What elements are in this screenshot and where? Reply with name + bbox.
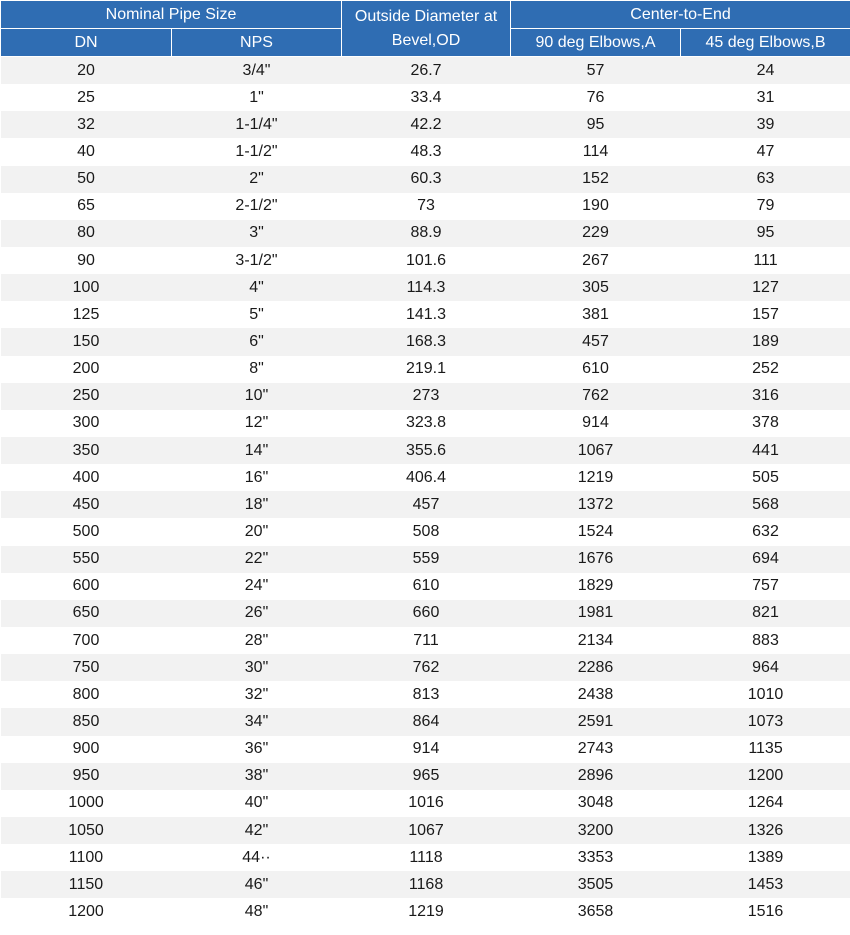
cell-od: 762 [342, 654, 511, 681]
table-row [1, 817, 850, 844]
cell-nps: 3" [172, 220, 342, 247]
cell-nps: 48" [172, 898, 342, 925]
cell-od: 1016 [342, 790, 511, 817]
cell-nps: 8" [172, 356, 342, 383]
cell-elbow-90: 1219 [511, 464, 681, 491]
cell-od: 141.3 [342, 301, 511, 328]
cell-od: 1168 [342, 871, 511, 898]
table-row [1, 383, 850, 410]
cell-dn: 50 [1, 166, 172, 193]
cell-nps: 38" [172, 763, 342, 790]
cell-elbow-90: 2743 [511, 736, 681, 763]
cell-elbow-45: 111 [681, 247, 850, 274]
cell-dn: 100 [1, 274, 172, 301]
cell-od: 508 [342, 518, 511, 545]
cell-od: 219.1 [342, 356, 511, 383]
cell-od: 114.3 [342, 274, 511, 301]
cell-nps: 42" [172, 817, 342, 844]
cell-elbow-90: 1524 [511, 518, 681, 545]
cell-od: 48.3 [342, 138, 511, 165]
cell-elbow-45: 441 [681, 437, 850, 464]
cell-od: 101.6 [342, 247, 511, 274]
cell-od: 1067 [342, 817, 511, 844]
cell-od: 33.4 [342, 84, 511, 111]
cell-od: 88.9 [342, 220, 511, 247]
header-dn: DN [1, 29, 172, 57]
cell-elbow-90: 1067 [511, 437, 681, 464]
cell-elbow-45: 821 [681, 600, 850, 627]
cell-nps: 24" [172, 573, 342, 600]
cell-od: 965 [342, 763, 511, 790]
table-row [1, 573, 850, 600]
cell-elbow-45: 1010 [681, 681, 850, 708]
cell-dn: 150 [1, 328, 172, 355]
cell-dn: 32 [1, 111, 172, 138]
cell-nps: 30" [172, 654, 342, 681]
cell-nps: 22" [172, 546, 342, 573]
cell-elbow-45: 1135 [681, 736, 850, 763]
table-row [1, 84, 850, 111]
cell-nps: 4" [172, 274, 342, 301]
cell-nps: 16" [172, 464, 342, 491]
cell-dn: 200 [1, 356, 172, 383]
cell-elbow-90: 2134 [511, 627, 681, 654]
table-row [1, 518, 850, 545]
cell-nps: 40" [172, 790, 342, 817]
cell-elbow-90: 3048 [511, 790, 681, 817]
cell-dn: 900 [1, 736, 172, 763]
table-row [1, 247, 850, 274]
table-row [1, 166, 850, 193]
cell-elbow-45: 1453 [681, 871, 850, 898]
cell-od: 42.2 [342, 111, 511, 138]
cell-elbow-90: 114 [511, 138, 681, 165]
cell-elbow-90: 190 [511, 193, 681, 220]
cell-elbow-45: 95 [681, 220, 850, 247]
cell-nps: 1-1/4" [172, 111, 342, 138]
cell-nps: 18" [172, 491, 342, 518]
table-row [1, 193, 850, 220]
cell-od: 1219 [342, 898, 511, 925]
table-row [1, 220, 850, 247]
cell-elbow-90: 3353 [511, 844, 681, 871]
cell-elbow-45: 883 [681, 627, 850, 654]
cell-elbow-45: 157 [681, 301, 850, 328]
cell-elbow-45: 568 [681, 491, 850, 518]
cell-elbow-45: 1326 [681, 817, 850, 844]
cell-dn: 950 [1, 763, 172, 790]
cell-nps: 1-1/2" [172, 138, 342, 165]
cell-elbow-90: 2286 [511, 654, 681, 681]
cell-nps: 6" [172, 328, 342, 355]
cell-od: 914 [342, 736, 511, 763]
table-row [1, 654, 850, 681]
header-od-line1: Outside Diameter at [354, 7, 498, 25]
table-row [1, 871, 850, 898]
cell-elbow-90: 267 [511, 247, 681, 274]
cell-elbow-45: 1389 [681, 844, 850, 871]
cell-od: 355.6 [342, 437, 511, 464]
cell-elbow-90: 2896 [511, 763, 681, 790]
table-row [1, 274, 850, 301]
cell-nps: 12" [172, 410, 342, 437]
cell-elbow-45: 127 [681, 274, 850, 301]
cell-elbow-45: 47 [681, 138, 850, 165]
cell-nps: 1" [172, 84, 342, 111]
cell-elbow-45: 964 [681, 654, 850, 681]
table-row [1, 790, 850, 817]
cell-od: 1118 [342, 844, 511, 871]
table-row [1, 437, 850, 464]
table-header [1, 1, 850, 57]
cell-elbow-90: 762 [511, 383, 681, 410]
cell-nps: 14" [172, 437, 342, 464]
cell-dn: 800 [1, 681, 172, 708]
cell-nps: 32" [172, 681, 342, 708]
cell-dn: 25 [1, 84, 172, 111]
cell-od: 406.4 [342, 464, 511, 491]
cell-od: 813 [342, 681, 511, 708]
cell-dn: 700 [1, 627, 172, 654]
cell-elbow-45: 63 [681, 166, 850, 193]
cell-dn: 20 [1, 57, 172, 85]
cell-nps: 3/4" [172, 57, 342, 85]
cell-dn: 40 [1, 138, 172, 165]
cell-elbow-45: 189 [681, 328, 850, 355]
table-row [1, 763, 850, 790]
table-row [1, 681, 850, 708]
cell-elbow-90: 95 [511, 111, 681, 138]
cell-elbow-45: 505 [681, 464, 850, 491]
cell-elbow-45: 1516 [681, 898, 850, 925]
cell-elbow-90: 152 [511, 166, 681, 193]
cell-od: 559 [342, 546, 511, 573]
cell-od: 610 [342, 573, 511, 600]
cell-od: 660 [342, 600, 511, 627]
cell-od: 60.3 [342, 166, 511, 193]
cell-dn: 650 [1, 600, 172, 627]
cell-nps: 36" [172, 736, 342, 763]
cell-elbow-90: 457 [511, 328, 681, 355]
cell-dn: 125 [1, 301, 172, 328]
cell-dn: 80 [1, 220, 172, 247]
header-nominal-pipe-size: Nominal Pipe Size [1, 1, 342, 29]
table-row [1, 491, 850, 518]
table-row [1, 600, 850, 627]
table-row [1, 464, 850, 491]
cell-od: 26.7 [342, 57, 511, 85]
cell-dn: 65 [1, 193, 172, 220]
cell-nps: 10" [172, 383, 342, 410]
table-row [1, 57, 850, 85]
header-45-deg-elbows: 45 deg Elbows,B [681, 29, 850, 57]
cell-nps: 2" [172, 166, 342, 193]
cell-od: 73 [342, 193, 511, 220]
cell-dn: 1000 [1, 790, 172, 817]
header-row-top [1, 1, 850, 29]
cell-dn: 600 [1, 573, 172, 600]
cell-elbow-45: 252 [681, 356, 850, 383]
cell-dn: 1150 [1, 871, 172, 898]
cell-elbow-45: 1073 [681, 708, 850, 735]
cell-od: 168.3 [342, 328, 511, 355]
cell-dn: 1100 [1, 844, 172, 871]
cell-elbow-90: 3658 [511, 898, 681, 925]
cell-elbow-90: 305 [511, 274, 681, 301]
cell-nps: 20" [172, 518, 342, 545]
table-row [1, 410, 850, 437]
cell-nps: 46" [172, 871, 342, 898]
cell-elbow-45: 757 [681, 573, 850, 600]
cell-elbow-45: 378 [681, 410, 850, 437]
cell-elbow-45: 632 [681, 518, 850, 545]
table-row [1, 898, 850, 925]
cell-nps: 5" [172, 301, 342, 328]
cell-dn: 1200 [1, 898, 172, 925]
cell-dn: 400 [1, 464, 172, 491]
header-nps: NPS [172, 29, 342, 57]
cell-elbow-45: 694 [681, 546, 850, 573]
cell-dn: 850 [1, 708, 172, 735]
cell-dn: 1050 [1, 817, 172, 844]
cell-nps: 26" [172, 600, 342, 627]
table-row [1, 301, 850, 328]
cell-dn: 750 [1, 654, 172, 681]
cell-dn: 550 [1, 546, 172, 573]
cell-elbow-90: 2438 [511, 681, 681, 708]
cell-od: 323.8 [342, 410, 511, 437]
cell-dn: 450 [1, 491, 172, 518]
table-row [1, 328, 850, 355]
cell-elbow-90: 2591 [511, 708, 681, 735]
cell-dn: 250 [1, 383, 172, 410]
cell-dn: 300 [1, 410, 172, 437]
cell-dn: 90 [1, 247, 172, 274]
cell-od: 711 [342, 627, 511, 654]
cell-elbow-90: 57 [511, 57, 681, 85]
table-body [1, 57, 850, 926]
cell-elbow-90: 3200 [511, 817, 681, 844]
cell-nps: 44·· [172, 844, 342, 871]
cell-elbow-90: 1372 [511, 491, 681, 518]
cell-elbow-45: 31 [681, 84, 850, 111]
cell-elbow-90: 3505 [511, 871, 681, 898]
cell-elbow-45: 39 [681, 111, 850, 138]
cell-nps: 28" [172, 627, 342, 654]
cell-od: 273 [342, 383, 511, 410]
cell-elbow-45: 79 [681, 193, 850, 220]
cell-elbow-45: 1200 [681, 763, 850, 790]
header-outside-diameter [342, 1, 511, 57]
cell-nps: 34" [172, 708, 342, 735]
cell-elbow-45: 1264 [681, 790, 850, 817]
header-od-line2: Bevel,OD [391, 31, 461, 49]
table-row [1, 356, 850, 383]
table-row [1, 736, 850, 763]
cell-nps: 3-1/2" [172, 247, 342, 274]
cell-elbow-90: 76 [511, 84, 681, 111]
table-row [1, 546, 850, 573]
cell-elbow-45: 24 [681, 57, 850, 85]
cell-elbow-90: 381 [511, 301, 681, 328]
cell-dn: 500 [1, 518, 172, 545]
cell-nps: 2-1/2" [172, 193, 342, 220]
header-center-to-end: Center-to-End [511, 1, 850, 29]
cell-dn: 350 [1, 437, 172, 464]
table-row [1, 138, 850, 165]
cell-elbow-45: 316 [681, 383, 850, 410]
header-90-deg-elbows: 90 deg Elbows,A [511, 29, 681, 57]
cell-od: 457 [342, 491, 511, 518]
cell-elbow-90: 1829 [511, 573, 681, 600]
cell-elbow-90: 229 [511, 220, 681, 247]
table-row [1, 111, 850, 138]
cell-elbow-90: 610 [511, 356, 681, 383]
cell-od: 864 [342, 708, 511, 735]
cell-elbow-90: 914 [511, 410, 681, 437]
table-row [1, 708, 850, 735]
cell-elbow-90: 1981 [511, 600, 681, 627]
table-row [1, 627, 850, 654]
cell-elbow-90: 1676 [511, 546, 681, 573]
table-row [1, 844, 850, 871]
